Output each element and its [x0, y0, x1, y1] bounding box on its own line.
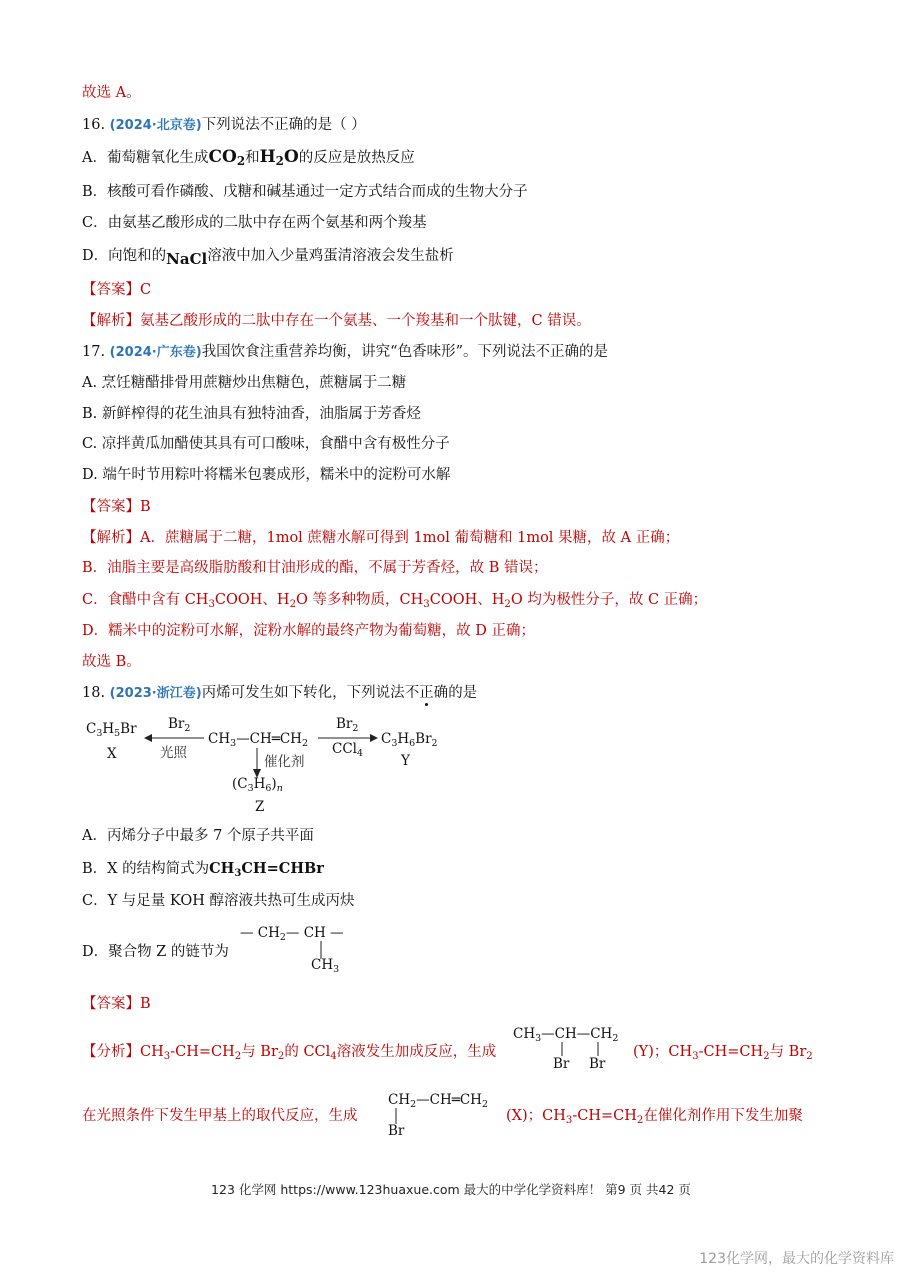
- q18-analysis-2: 在光照条件下发生甲基上的取代反应，生成: [82, 1108, 358, 1124]
- x-bond: [393, 1108, 399, 1124]
- question-16-stem: [82, 114, 366, 137]
- x-formula: $C_3H_5Br$: [86, 721, 137, 739]
- question-number: 17.: [82, 344, 106, 360]
- question-number: 16.: [82, 117, 106, 133]
- question-18-stem: [82, 682, 477, 705]
- q17-conclusion: 故选 B。: [82, 654, 141, 670]
- q16-option-d: [82, 244, 454, 267]
- light-condition: 光照: [160, 745, 187, 761]
- q18-option-a: A．丙烯分子中最多 7 个原子共平面: [82, 828, 314, 844]
- q18-analysis-2-cont: (X)；$CH_3-CH=CH_2$在催化剂作用下发生加聚: [506, 1108, 803, 1126]
- br2-reagent-left: $Br_2$: [168, 716, 191, 734]
- question-text: 丙烯可发生如下转化，下列说法: [201, 685, 405, 701]
- question-source: (2024·北京卷): [109, 118, 202, 133]
- co2-formula: $CO_2$: [208, 147, 246, 168]
- y-structure-chain: $CH_3—CH—CH_2$: [513, 1026, 619, 1044]
- question-source: (2024·广东卷): [109, 345, 202, 360]
- nacl-formula: NaCl: [166, 250, 208, 268]
- page-footer: 123 化学网 https://www.123huaxue.com 最大的中学化学资料库！ 第9 页 共42 页: [211, 1182, 691, 1197]
- h2o-formula: $H_2O$: [259, 147, 299, 168]
- question-text: 的是: [448, 685, 478, 701]
- q17-answer: 【答案】B: [82, 499, 151, 515]
- q18-analysis-1: 【分析】$CH_3-CH=CH_2$与 $Br_2$的 CCl$_4$溶液发生加成反应，生成: [82, 1044, 497, 1062]
- option-text: A．葡萄糖氧化生成: [82, 150, 209, 166]
- q17-option-b: B. 新鲜榨得的花生油具有独特油香，油脂属于芳香烃: [82, 406, 421, 422]
- question-17-stem: [82, 341, 608, 364]
- z-formula: $(C_3H_6)_n$: [232, 776, 283, 794]
- q18-analysis-1-cont: (Y)；$CH_3-CH=CH_2$与 $Br_2$: [633, 1044, 813, 1062]
- x-label: X: [107, 746, 117, 762]
- br2-reagent-right: $Br_2$: [336, 716, 359, 734]
- z-label: Z: [255, 799, 265, 815]
- x-structure-chain: $CH_2—CH═CH_2$: [388, 1092, 488, 1110]
- watermark: 123化学网，最大的化学资料库: [699, 1251, 894, 1267]
- y-formula: $C_3H_6Br_2$: [381, 731, 438, 749]
- question-number: 18.: [82, 685, 106, 701]
- y-br-2: Br: [589, 1056, 606, 1072]
- z-chain: — $CH_2—$ CH —: [240, 925, 344, 943]
- question-text: 下列说法不正确的是（ ）: [201, 117, 366, 133]
- option-text: D．向饱和的: [82, 248, 167, 264]
- q16-option-b: B．核酸可看作磷酸、戊糖和碱基通过一定方式结合而成的生物大分子: [82, 184, 528, 200]
- x-structure-formula: $CH_3CH=CHBr$: [209, 860, 324, 879]
- q17-explanation-3: C．食醋中含有 $CH_3COOH$、$H_2O$ 等多种物质，$CH_3COOH$、$H_2O$ 均为极性分子，故 C 正确；: [82, 592, 708, 610]
- q17-option-c: C. 凉拌黄瓜加醋使其具有可口酸味，食醋中含有极性分子: [82, 436, 450, 452]
- option-text: B．X 的结构简式为: [82, 861, 210, 877]
- q17-option-d: D. 端午时节用粽叶将糯米包裹成形，糯米中的淀粉可水解: [82, 467, 451, 483]
- q18-option-d: D．聚合物 Z 的链节为: [82, 944, 229, 960]
- arrow-to-z: [252, 748, 262, 778]
- q16-explanation: 【解析】氨基乙酸形成的二肽中存在一个氨基、一个羧基和一个肽键，C 错误。: [82, 313, 591, 329]
- question-source: (2023·浙江卷): [109, 686, 202, 701]
- catalyst-condition: 催化剂: [264, 754, 305, 770]
- x-br: Br: [388, 1123, 405, 1139]
- emphasis-not-correct: 不正确: [404, 685, 449, 701]
- q16-answer: 【答案】C: [82, 282, 152, 298]
- q18-answer: 【答案】B: [82, 996, 151, 1012]
- q16-option-c: C．由氨基乙酸形成的二肽中存在两个氨基和两个羧基: [82, 215, 427, 231]
- option-text: 的反应是放热反应: [298, 150, 415, 166]
- q17-explanation-4: D．糯米中的淀粉可水解，淀粉水解的最终产物为葡萄糖，故 D 正确；: [82, 623, 535, 639]
- y-br-1: Br: [553, 1056, 570, 1072]
- q18-option-c: C．Y 与足量 KOH 醇溶液共热可生成丙炔: [82, 893, 355, 909]
- ccl4-solvent: CCl$_4$: [332, 741, 363, 759]
- conclusion-q15: 故选 A。: [82, 85, 141, 101]
- question-text: 我国饮食注重营养均衡，讲究“色香味形”。下列说法不正确的是: [201, 344, 609, 360]
- y-bond-2: [595, 1042, 601, 1056]
- q18-option-b: [82, 858, 324, 880]
- z-methyl: $CH_3$: [311, 957, 340, 975]
- y-bond-1: [559, 1042, 565, 1056]
- q16-option-a: [82, 146, 415, 169]
- q17-explanation-2: B．油脂主要是高级脂肪酸和甘油形成的酯，不属于芳香烃，故 B 错误；: [82, 560, 548, 576]
- option-text: 溶液中加入少量鸡蛋清溶液会发生盐析: [207, 248, 454, 264]
- y-label: Y: [401, 753, 410, 769]
- q17-option-a: A. 烹饪糖醋排骨用蔗糖炒出焦糖色，蔗糖属于二糖: [82, 375, 407, 391]
- propene-formula: $CH_3—CH═CH_2$: [208, 731, 308, 749]
- option-text: 和: [245, 150, 260, 166]
- q17-explanation-1: 【解析】A．蔗糖属于二糖，1mol 蔗糖水解可得到 1mol 葡萄糖和 1mol 果糖，故 A 正确；: [82, 530, 680, 546]
